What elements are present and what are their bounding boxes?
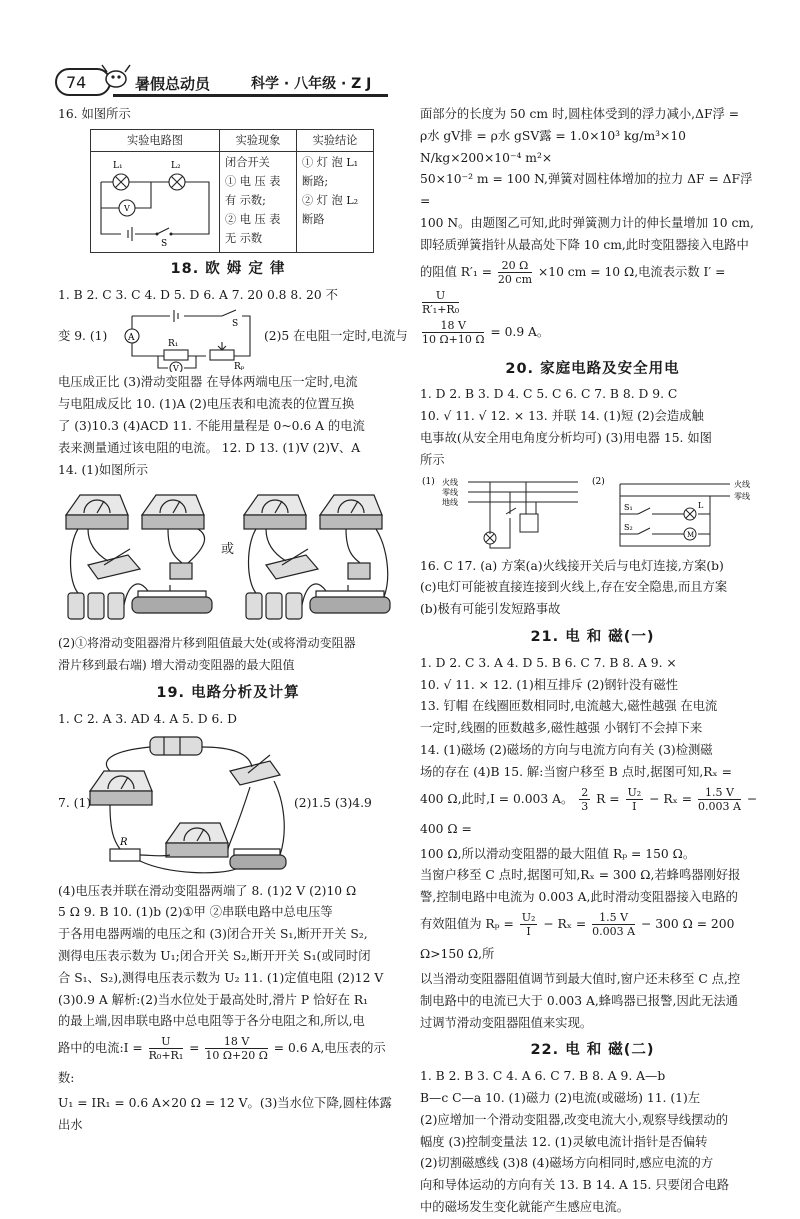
answer-line: 1. D 2. C 3. A 4. D 5. B 6. C 7. B 8. A 9. × — [420, 655, 677, 670]
q15-figures — [420, 472, 765, 556]
answer-line: 制电路中的电流已大于 0.003 A,蜂鸣器已报警,因此无法通 — [420, 993, 738, 1008]
numerator: U₂ — [627, 785, 642, 799]
answer-line: 测得电压表示数为 U₁;闭合开关 S₂,断开开关 S₁(或同时闭 — [58, 948, 371, 963]
formula-text: 路中的电流:I = — [58, 1041, 143, 1056]
answer-line: 所示 — [420, 452, 445, 467]
or-text: 或 — [221, 542, 235, 558]
q16-text: 16. 如图所示 — [58, 107, 131, 121]
subject-grade: 科学 · 八年级 · Z J — [251, 76, 372, 92]
numerator: U — [422, 289, 459, 303]
answer-line: 过调节滑动变阻器阻值来实现。 — [420, 1015, 593, 1030]
apparatus-drawing-a — [58, 485, 218, 629]
conclusion-line: ① 灯 泡 L₁ 断路; — [302, 155, 359, 188]
formula-line — [420, 909, 765, 969]
answer-line: 100 Ω,所以滑动变阻器的最大阻值 Rₚ = 150 Ω。 — [420, 846, 696, 861]
apparatus-drawing-b — [236, 485, 396, 629]
answer-line: 场的存在 (4)B 15. 解:当窗户移至 B 点时,据图可知,Rₓ = — [420, 764, 732, 779]
fraction — [698, 786, 741, 813]
formula-line — [58, 1033, 398, 1093]
denominator: I — [526, 924, 531, 938]
answer-line: 当窗户移至 C 点时,据图可知,Rₓ = 300 Ω,若蜂鸣器刚好报 — [420, 868, 741, 883]
s1-label: S₁ — [624, 502, 633, 512]
formula-text: − Rₓ = — [649, 791, 693, 806]
right-column — [420, 104, 765, 1219]
answer-line: 100 N。由题图乙可知,此时弹簧测力计的伸长量增加 10 cm, — [420, 215, 754, 230]
ohm-circuit-diagram — [118, 306, 258, 372]
voltmeter-label: V — [124, 203, 130, 213]
live-wire-label: 火线 — [442, 477, 458, 487]
phenomenon-line: ② 电 压 表 无 示数 — [225, 212, 281, 245]
answer-line: 以当滑动变阻器阻值调节到最大值时,窗户还未移至 C 点,控 — [420, 971, 741, 986]
switch-label: S — [161, 238, 168, 246]
answer-line: 警,控制电路中电流为 0.003 A,此时滑动变阻器接入电路的 — [420, 890, 738, 905]
answer-line: 滑片移到最右端) 增大滑动变阻器的最大阻值 — [58, 658, 295, 673]
lamp-label: L — [698, 500, 704, 510]
answer-line: 了 (3)10.3 (4)ACD 11. 不能用量程是 0~0.6 A 的电流 — [58, 418, 365, 433]
answer-line: 变 9. (1) — [58, 329, 108, 344]
formula-text: R = — [596, 791, 620, 806]
formula-line — [420, 784, 765, 844]
answer-line: (2)切割磁感线 (3)8 (4)磁场方向相同时,感应电流的方 — [420, 1156, 714, 1171]
q7-row — [58, 731, 398, 881]
ammeter-label: A — [128, 333, 135, 344]
formula-text: = 0.6 A,电压表的示数: — [58, 1041, 386, 1086]
answer-line: 5 Ω 9. B 10. (1)b (2)①甲 ②串联电路中总电压等 — [58, 905, 333, 920]
q7-apparatus-drawing — [80, 731, 292, 881]
section-20-title: 20. 家庭电路及安全用电 — [505, 360, 680, 377]
answer-line: (c)电灯可能被直接连接到火线上,存在安全隐患,而且方案 — [420, 580, 728, 595]
fraction — [149, 1035, 184, 1062]
answer-line: 1. C 2. A 3. AD 4. A 5. D 6. D — [58, 711, 238, 726]
fig-tag: (2) — [592, 476, 605, 487]
book-title: 暑假总动员 — [135, 75, 211, 93]
answer-line: 与电阻成反比 10. (1)A (2)电压表和电流表的位置互换 — [58, 397, 355, 412]
numerator: 1.5 V — [698, 786, 741, 800]
left-column — [58, 104, 408, 1137]
neutral-wire-label: 零线 — [734, 491, 750, 501]
r1-label: R₁ — [168, 339, 179, 350]
denominator: R′₁+R₀ — [422, 302, 460, 316]
formula-text: 的阻值 R′₁ = — [420, 264, 492, 279]
denominator: 10 Ω+10 Ω — [422, 332, 485, 346]
answer-line: 10. √ 11. × 12. (1)相互排斥 (2)钢针没有磁性 — [420, 677, 679, 692]
answer-line: 50×10⁻² m = 100 N,弹簧对圆柱体增加的拉力 ΔF = ΔF浮 = — [420, 172, 753, 209]
answer-line: ρ水 gV排 = ρ水 gSV露 = 1.0×10³ kg/m³×10 N/kg×200×10⁻⁴ m²× — [420, 128, 686, 165]
formula-text: 400 Ω,此时,I = 0.003 A。 — [420, 791, 574, 806]
fraction — [422, 319, 484, 346]
live-wire-label: 火线 — [734, 479, 750, 489]
answer-line: (b)极有可能引发短路事故 — [420, 602, 561, 617]
answer-line: 7. (1) — [58, 795, 92, 810]
l2-label: L₂ — [171, 160, 181, 171]
denominator: 0.003 A — [697, 799, 741, 813]
numerator: 2 — [581, 785, 589, 799]
section-22-title: 22. 电 和 磁(二) — [530, 1042, 655, 1059]
answer-line: 电事故(从安全用电角度分析均可) (3)用电器 15. 如图 — [420, 430, 712, 445]
fraction — [579, 786, 590, 813]
earth-wire-label: 地线 — [442, 497, 458, 507]
q9-row — [58, 306, 408, 373]
answer-line: (2)1.5 (3)4.9 — [294, 795, 372, 810]
numerator: 18 V — [422, 319, 484, 333]
l1-label: L₁ — [113, 160, 123, 171]
fraction — [498, 259, 532, 286]
page-number: 74 — [55, 68, 111, 96]
answer-line: B—c C—a 10. (1)磁力 (2)电流(或磁场) 11. (1)左 — [420, 1090, 701, 1105]
motor-label: M — [687, 530, 695, 539]
formula-text: ×10 cm = 10 Ω,电流表示数 I′ = — [537, 264, 726, 279]
formula-line — [420, 257, 765, 317]
answer-line: 于各用电器两端的电压之和 (3)闭合开关 S₁,断开开关 S₂, — [58, 927, 368, 942]
formula-text: = 0.9 A。 — [490, 324, 550, 339]
answer-line: (2)应增加一个滑动变阻器,改变电流大小,观察导线摆动的 — [420, 1112, 729, 1127]
phenomenon-line: ① 电 压 表 有 示数; — [225, 174, 281, 207]
answer-line: 向和导体运动的方向有关 13. B 14. A 15. 只要闭合电路 — [420, 1178, 730, 1193]
table-header: 实验电路图 — [91, 129, 220, 151]
s2-label: S₂ — [624, 522, 633, 532]
fraction — [520, 911, 538, 938]
denominator: I — [632, 799, 637, 813]
fraction — [626, 786, 644, 813]
answer-line: 1. B 2. C 3. C 4. D 5. D 6. A 7. 20 0.8 8. 20 不 — [58, 287, 338, 302]
denominator: 10 Ω+20 Ω — [205, 1049, 268, 1063]
numerator: U — [149, 1035, 184, 1049]
experiment-table — [90, 129, 374, 253]
formula-text: − 400 Ω = — [420, 791, 758, 836]
formula-text: = — [189, 1041, 200, 1056]
denominator: 3 — [581, 799, 589, 813]
switch-label: S — [232, 319, 239, 330]
circuit-cell — [91, 151, 220, 252]
resistor-label: R — [120, 836, 128, 848]
answer-line: (2)①将滑动变阻器滑片移到阻值最大处(或将滑动变阻器 — [58, 636, 356, 651]
answer-line: 一定时,线圈的匝数越多,磁性越强 小钢钉不会掉下来 — [420, 721, 703, 736]
numerator: U₂ — [521, 910, 536, 924]
section-18-title: 18. 欧 姆 定 律 — [170, 260, 286, 277]
formula-text: 有效阻值为 Rₚ = — [420, 916, 514, 931]
denominator: 20 cm — [497, 272, 533, 286]
numerator: 18 V — [205, 1035, 267, 1049]
answer-line: 1. B 2. B 3. C 4. A 6. C 7. B 8. A 9. A—b — [420, 1069, 666, 1084]
answer-line: (3)0.9 A 解析:(2)当水位处于最高处时,滑片 P 恰好在 R₁ — [58, 992, 369, 1007]
series-circuit-diagram — [91, 152, 219, 246]
voltmeter-label: V — [173, 364, 179, 373]
fig-tag: (1) — [422, 476, 435, 487]
conclusion-cell — [297, 151, 374, 252]
conclusion-line: ② 灯 泡 L₂ 断路 — [302, 193, 359, 226]
answer-line: 10. √ 11. √ 12. × 13. 并联 14. (1)短 (2)会造成触 — [420, 409, 704, 424]
numerator: 20 Ω — [498, 259, 532, 273]
neutral-wire-label: 零线 — [442, 487, 458, 497]
denominator: 0.003 A — [592, 924, 636, 938]
answer-line: 14. (1)如图所示 — [58, 462, 149, 477]
header-rule — [113, 94, 388, 97]
answer-line: U₁ = IR₁ = 0.6 A×20 Ω = 12 V。(3)当水位下降,圆柱体露出水 — [58, 1096, 392, 1132]
section-21-title: 21. 电 和 磁(一) — [530, 628, 655, 645]
answer-line: 1. D 2. B 3. D 4. C 5. C 6. C 7. B 8. D 9. C — [420, 387, 678, 402]
rp-label: Rₚ — [234, 362, 245, 373]
answer-line: 电压成正比 (3)滑动变阻器 在导体两端电压一定时,电流 — [58, 375, 358, 390]
answer-line: 表来测量通过该电阻的电流。 12. D 13. (1)V (2)V、A — [58, 440, 361, 455]
section-19-title: 19. 电路分析及计算 — [156, 684, 300, 701]
answer-line: (2)5 在电阻一定时,电流与 — [264, 329, 408, 344]
numerator: 1.5 V — [592, 911, 635, 925]
answer-line: 的最上端,因串联电路中总电阻等于各分电阻之和,所以,电 — [58, 1014, 365, 1029]
answer-line: 幅度 (3)控制变量法 12. (1)灵敏电流计指针是否偏转 — [420, 1134, 708, 1149]
household-circuit-2 — [590, 474, 766, 554]
answer-line: 14. (1)磁场 (2)磁场的方向与电流方向有关 (3)检测磁 — [420, 742, 713, 757]
q14-figures — [58, 481, 398, 633]
denominator: R₀+R₁ — [148, 1049, 184, 1063]
formula-text: − 300 Ω = 200 Ω>150 Ω,所 — [420, 916, 735, 961]
fraction — [592, 911, 635, 938]
table-header: 实验结论 — [297, 129, 374, 151]
answer-line: 面部分的长度为 50 cm 时,圆柱体受到的浮力减小,ΔF浮 = — [420, 107, 740, 121]
answer-line: 即轻质弹簧指针从最高处下降 10 cm,此时变阻器接入电路中 — [420, 237, 749, 252]
answer-line: 中的磁场发生变化就能产生感应电流。 — [420, 1199, 630, 1214]
household-circuit-1 — [420, 474, 580, 554]
page-header — [55, 68, 755, 100]
table-header: 实验现象 — [220, 129, 297, 151]
formula-text: − Rₓ = — [543, 916, 587, 931]
answer-line: 16. C 17. (a) 方案(a)火线接开关后与电灯连接,方案(b) — [420, 558, 724, 573]
phenomenon-cell — [220, 151, 297, 252]
fraction — [205, 1035, 267, 1062]
answer-line: (4)电压表并联在滑动变阻器两端了 8. (1)2 V (2)10 Ω — [58, 883, 357, 898]
mascot-icon — [99, 62, 133, 92]
answer-line: 13. 钉帽 在线圈匝数相同时,电流越大,磁性越强 在电流 — [420, 699, 718, 714]
answer-line: 合 S₁、S₂),测得电压表示数为 U₂ 11. (1)定值电阻 (2)12 V — [58, 970, 384, 985]
phenomenon-line: 闭合开关 — [225, 155, 270, 169]
formula-line — [420, 317, 765, 347]
fraction — [422, 289, 459, 316]
